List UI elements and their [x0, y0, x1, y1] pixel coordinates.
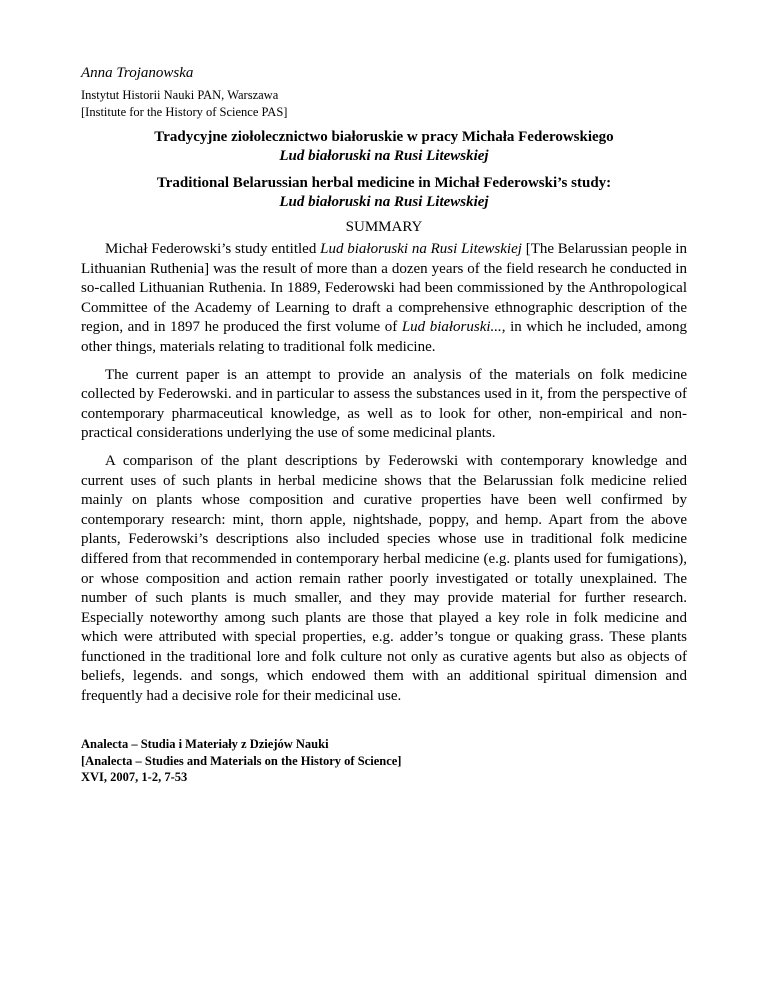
polish-title: [81, 128, 687, 166]
author-affiliation: Instytut Historii Nauki PAN, Warszawa: [81, 88, 279, 102]
english-title: [81, 174, 687, 212]
book-title-short-reference: Lud białoruski...: [401, 319, 502, 336]
journal-name-english: [Analecta – Studies and Materials on the History of Science]: [81, 753, 402, 768]
journal-citation: [81, 736, 401, 786]
author-name: Anna Trojanowska: [81, 65, 194, 81]
journal-volume: XVI, 2007, 1-2, 7-53: [81, 770, 188, 784]
english-title-line: Traditional Belarussian herbal medicine in Michał Federowski’s study:: [156, 175, 612, 191]
polish-title-book: Lud białoruski na Rusi Litewskiej: [279, 148, 489, 164]
summary-body: [81, 240, 687, 715]
author-affiliation-english: [Institute for the History of Science PAS]: [81, 105, 288, 119]
english-title-book: Lud białoruski na Rusi Litewskiej: [279, 194, 489, 210]
summary-heading: SUMMARY: [345, 219, 423, 235]
book-title-reference: Lud białoruski na Rusi Litewskiej: [320, 241, 522, 257]
polish-title-line: Tradycyjne ziołolecznictwo białoruskie w pracy Michała Federowskiego: [154, 129, 614, 145]
paragraph-2: The current paper is an attempt to provide an analysis of the materials on folk medicine collected by Federowski. and in particular to assess the substances used in it, from the perspective of contemporary pharmaceutical knowledge, as well as to look for other, non-empirical and non-practical considerations underlying the use of some medicinal plants.: [81, 366, 687, 442]
paragraph-3: A comparison of the plant descriptions by Federowski with contemporary knowledge and current uses of such plants in herbal medicine shows that the Belarussian folk medicine relied mainly on plants whose composition and curative properties have been well confirmed by contemporary research: mint, thorn apple, nightshade, poppy, and hemp. Apart from the above plants, Federowski’s descriptions also included species whose use in traditional folk medicine differed from that recommended in contemporary herbal medicine (e.g. plants used for fumigations), or whose composition and action remain rather poorly investigated or totally unexplained. The number of such plants is much smaller, and they may provide material for further research. Especially noteworthy among such plants are those that played a key role in folk medicine and which were attributed with special properties, e.g. adder’s tongue or quaking grass. These plants functioned in the traditional lore and folk culture not only as curative agents but also as objects of beliefs, legends. and songs, which endowed them with an additional spiritual dimension and frequently had a decisive role for their medicinal use.: [81, 452, 687, 705]
journal-name: Analecta – Studia i Materiały z Dziejów Nauki: [81, 737, 329, 751]
paragraph-1: Michał Federowski’s study entitled Lud białoruski na Rusi Litewskiej [The Belarussian people in Lithuanian Ruthenia] was the result of more than a dozen years of the field research he conducted in so-called Lithuanian Ruthenia. In 1889, Federowski had been commissioned by the Anthropological Committee of the Academy of Learning to draft a comprehensive ethnographic description of the region, and in 1897 he produced the first volume of Lud białoruski..., in which he included, among other things, materials relating to traditional folk medicine.: [81, 241, 687, 355]
